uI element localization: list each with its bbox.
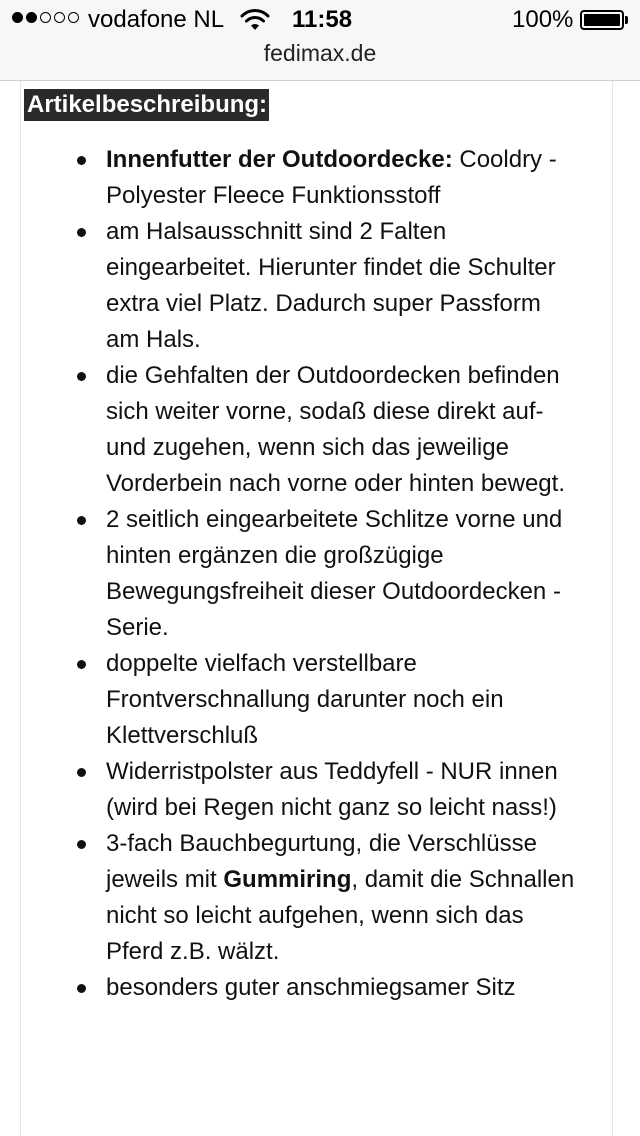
list-item	[106, 646, 576, 754]
list-item	[106, 142, 576, 214]
signal-strength-icon	[12, 12, 79, 23]
status-bar	[0, 0, 640, 40]
battery-percentage: 100%	[512, 6, 574, 33]
item-bold-prefix: Innenfutter der Outdoordecke:	[106, 146, 453, 173]
item-text: Widerristpolster aus Teddyfell - NUR innen (wird bei Regen nicht ganz so leicht nass!)	[106, 758, 558, 821]
item-text: die Gehfalten der Outdoordecken befinden sich weiter vorne, sodaß diese direkt auf- und zugehen, wenn sich das jeweilige Vorderbein nach vorne oder hinten bewegt.	[106, 362, 565, 497]
wifi-icon	[240, 8, 270, 39]
list-item	[106, 826, 576, 970]
item-text: 2 seitlich eingearbeitete Schlitze vorne und hinten ergänzen die großzügige Bewegungsfreiheit dieser Outdoordecken - Serie.	[106, 506, 563, 641]
list-item	[106, 358, 576, 502]
list-item	[106, 502, 576, 646]
item-text-before: 3-fach Bauchbegurtung, die Verschlüsse jeweils mit	[106, 830, 537, 893]
item-bold-mid: Gummiring	[223, 866, 352, 893]
list-item	[106, 214, 576, 358]
item-text: am Halsausschnitt sind 2 Falten eingearbeitet. Hierunter findet die Schulter extra viel Platz. Dadurch super Passform am Hals.	[106, 218, 556, 353]
carrier-name: vodafone NL	[88, 6, 225, 33]
page-content	[0, 81, 640, 1136]
item-text: besonders guter anschmiegsamer Sitz	[106, 974, 516, 1001]
list-item	[106, 754, 576, 826]
browser-chrome	[0, 0, 640, 81]
address-bar[interactable]: fedimax.de	[263, 40, 377, 66]
section-heading: Artikelbeschreibung:	[24, 89, 269, 121]
item-text-after: , damit die Schnallen nicht so leicht aufgehen, wenn sich das Pferd z.B. wälzt.	[106, 866, 575, 965]
item-text: doppelte vielfach verstellbare Frontverschnallung darunter noch ein Klettverschluß	[106, 650, 504, 749]
feature-list	[106, 142, 576, 1006]
clock: 11:58	[292, 6, 353, 33]
battery-icon	[580, 10, 624, 30]
battery-tip	[625, 16, 628, 24]
list-item	[106, 970, 576, 1006]
item-text: Cooldry - Polyester Fleece Funktionsstoff	[106, 146, 557, 209]
